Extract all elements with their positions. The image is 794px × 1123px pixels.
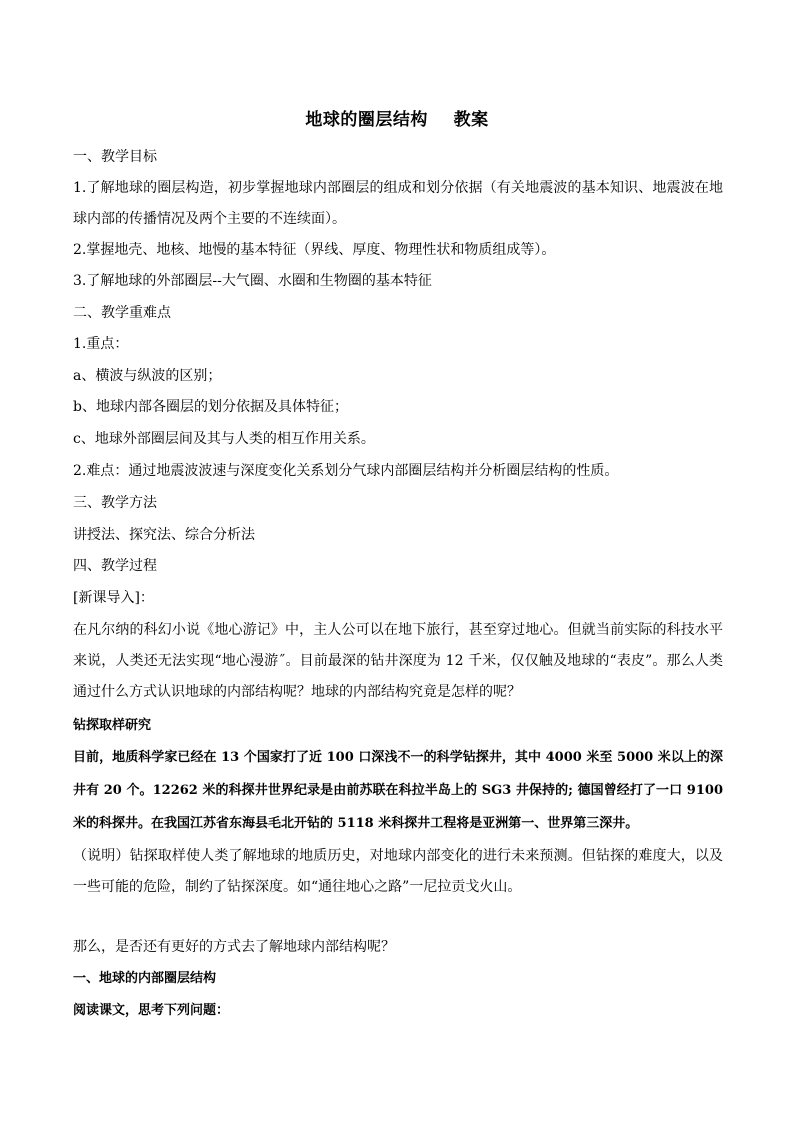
key-point-b: b、地球内部各圈层的划分依据及具体特征；: [73, 399, 348, 415]
goal-item-2: 2.掌握地壳、地核、地慢的基本特征（界线、厚度、物理性状和物质组成等）。: [73, 242, 556, 258]
drilling-research-heading: 钻探取样研究: [73, 718, 152, 733]
section-inner-structure-heading: 一、地球的内部圈层结构: [73, 971, 217, 986]
reading-task: 阅读课文，思考下列问题：: [73, 1003, 230, 1018]
page-title: 地球的圈层结构 教案: [305, 110, 489, 130]
heading-teaching-methods: 三、教学方法: [73, 495, 157, 511]
difficult-point: 2.难点：通过地震波波速与深度变化关系划分气球内部圈层结构并分析圈层结构的性质。: [73, 463, 619, 479]
explanation-paragraph: （说明）钻探取样使人类了解地球的地质历史，对地球内部变化的进行未来预测。但钻探的难度大，以及一些可能的危险，制约了钻探深度。如“通往地心之路”一尼拉贡戈火山。: [73, 848, 723, 895]
key-points-label: 1.重点：: [73, 336, 129, 352]
lesson-intro-label: [新课导入]：: [73, 590, 154, 606]
heading-teaching-process: 四、教学过程: [73, 558, 157, 574]
heading-key-difficult-points: 二、教学重难点: [73, 305, 171, 321]
drilling-research-paragraph: 目前，地质科学家已经在 13 个国家打了近 100 口深浅不一的科学钻探井，其中 4000 米至 5000 米以上的深井有 20 个。12262 米的科探井世界纪录是由前苏联在科拉半岛上的 SG3 井保持的; 德国曾经打了一口 9100 米的科探井。在我国江苏省东海县毛北开钻的 5118 米科探井工程将是亚洲第一、世界第三深井。: [73, 750, 723, 831]
key-point-c: c、地球外部圈层间及其与人类的相互作用关系。: [73, 431, 375, 447]
question-paragraph: 那么，是否还有更好的方式去了解地球内部结构呢？: [73, 939, 395, 955]
goal-item-3: 3.了解地球的外部圈层--大气圈、水圈和生物圈的基本特征: [73, 273, 432, 289]
heading-teaching-goals: 一、教学目标: [73, 149, 157, 165]
teaching-methods: 讲授法、探究法、综合分析法: [73, 527, 255, 543]
key-point-a: a、横波与纵波的区别；: [73, 368, 222, 384]
intro-paragraph: 在凡尔纳的科幻小说《地心游记》中，主人公可以在地下旅行，甚至穿过地心。但就当前实际的科技水平来说，人类还无法实现“地心漫游˝。目前最深的钻井深度为 12 千米，仅仅触及地球的“表皮”。那么人类通过什么方式认识地球的内部结构呢？地球的内部结构究竟是怎样的呢？: [73, 622, 723, 700]
goal-item-1: 1.了解地球的圈层构造，初步掌握地球内部圈层的组成和划分依据（有关地震波的基本知识、地震波在地球内部的传播情况及两个主要的不连续面）。: [73, 180, 723, 227]
